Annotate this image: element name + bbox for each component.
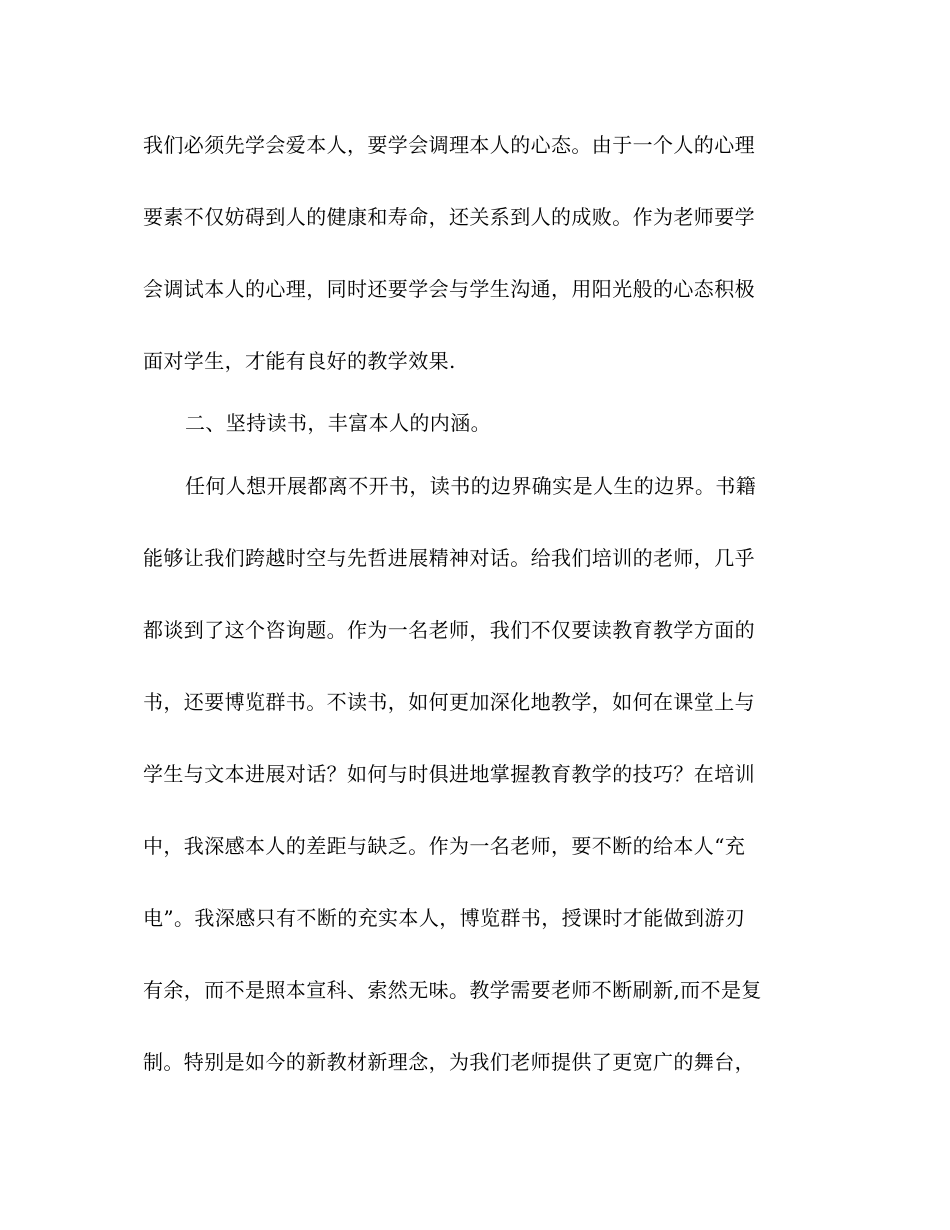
- paragraph-line: 我们必须先学会爱本人，要学会调理本人的心态。由于一个人的心理: [143, 133, 755, 157]
- paragraph-line: 会调试本人的心理，同时还要学会与学生沟通，用阳光般的心态积极: [143, 277, 755, 301]
- paragraph-line: 要素不仅妨碍到人的健康和寿命，还关系到人的成败。作为老师要学: [143, 205, 755, 229]
- section-heading: 二、坚持读书，丰富本人的内涵。: [185, 411, 491, 435]
- paragraph-line: 中，我深感本人的差距与缺乏。作为一名老师，要不断的给本人“充: [143, 834, 746, 858]
- paragraph-line: 电”。我深感只有不断的充实本人，博览群书，授课时才能做到游刃: [143, 906, 746, 930]
- paragraph-line: 有余，而不是照本宣科、索然无味。教学需要老师不断刷新,而不是复: [143, 978, 762, 1002]
- paragraph-line: 书，还要博览群书。不读书，如何更加深化地教学，如何在课堂上与: [143, 690, 755, 714]
- paragraph-line: 面对学生，才能有良好的教学效果.: [143, 349, 456, 373]
- paragraph-line: 能够让我们跨越时空与先哲进展精神对话。给我们培训的老师，几乎: [143, 546, 755, 570]
- paragraph-line: 制。特别是如今的新教材新理念，为我们老师提供了更宽广的舞台，: [143, 1050, 755, 1074]
- paragraph-line: 任何人想开展都离不开书，读书的边界确实是人生的边界。书籍: [185, 474, 757, 498]
- paragraph-line: 学生与文本进展对话？如何与时俱进地掌握教育教学的技巧？在培训: [143, 762, 755, 786]
- paragraph-line: 都谈到了这个咨询题。作为一名老师，我们不仅要读教育教学方面的: [143, 618, 755, 642]
